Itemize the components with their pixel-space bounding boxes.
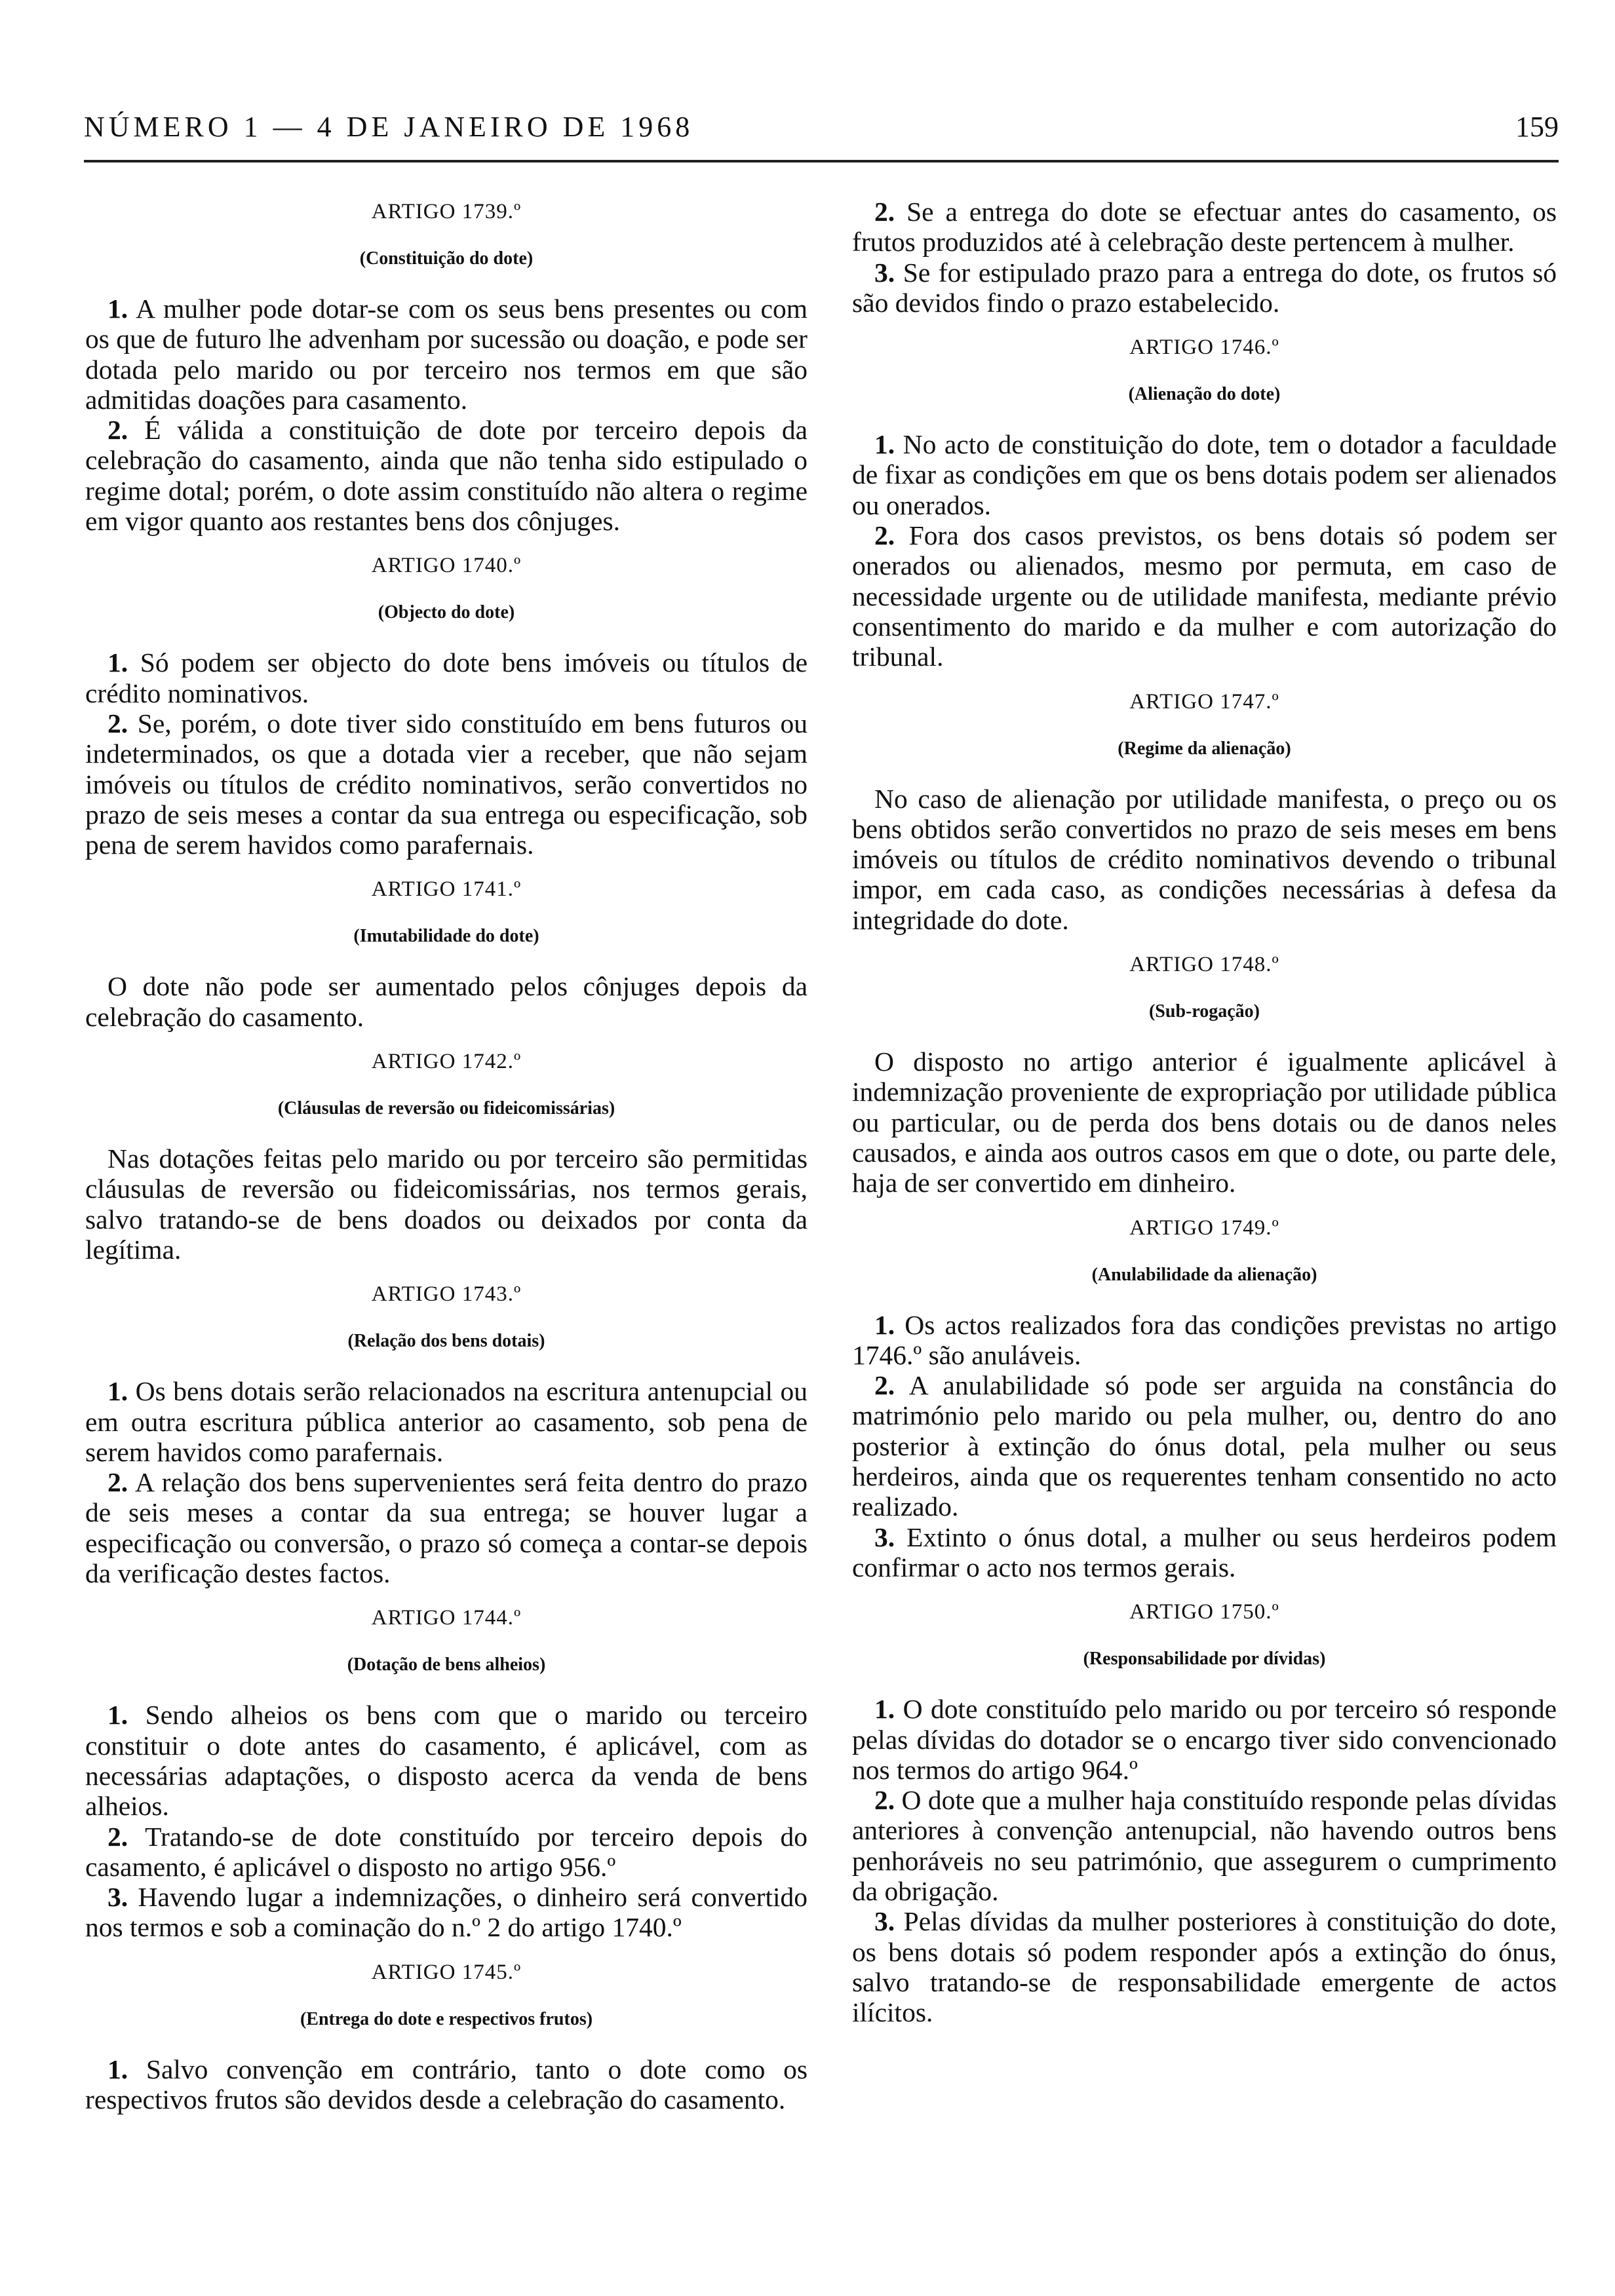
- article-heading: ARTIGO 1739.º: [371, 200, 522, 223]
- article-heading: ARTIGO 1741.º: [371, 877, 522, 902]
- paragraph-text: Os bens dotais serão relacionados na escritura antenupcial ou em outra escritura pública anterior ao casamento, sob pena de serem havidos como parafernais.: [85, 1376, 808, 1467]
- right-column: [852, 197, 1557, 2027]
- paragraph-text: Extinto o ónus dotal, a mulher ou seus herdeiros podem confirmar o acto nos termos gerais.: [852, 1521, 1557, 1582]
- article-subtitle: (Anulabilidade da alienação): [1091, 1264, 1317, 1285]
- paragraph-text: É válida a constituição de dote por terceiro depois da celebração do casamento, ainda que não tenha sido estipulado o regime dotal; porém, o dote assim constituído não altera o regime em vigor quanto aos restantes bens dos cônjuges.: [85, 415, 808, 537]
- article-heading: ARTIGO 1748.º: [1129, 953, 1279, 977]
- left-column: [85, 197, 808, 2114]
- paragraph-number: 2.: [107, 1821, 128, 1852]
- paragraph-text: A relação dos bens supervenientes será feita dentro do prazo de seis meses a contar da sua entrega; se houver lugar a especificação ou conversão, o prazo só começa a contar-se depois da verificação destes factos.: [85, 1467, 808, 1589]
- article-subtitle: (Relação dos bens dotais): [347, 1331, 545, 1352]
- paragraph-number: 1.: [107, 2054, 128, 2084]
- paragraph-number: 2.: [107, 1467, 128, 1498]
- paragraph-number: 2.: [874, 197, 895, 227]
- article-paragraph: [852, 1906, 1557, 2027]
- paragraph-number: 2.: [874, 1785, 895, 1816]
- article-subtitle: (Objecto do dote): [378, 602, 515, 623]
- article-paragraph: [852, 1522, 1557, 1583]
- article-paragraph: [852, 1370, 1557, 1521]
- paragraph-text: No caso de alienação por utilidade manifesta, o preço ou os bens obtidos serão convertidos no prazo de seis meses em bens imóveis ou títulos de crédito nominativos devendo o tribunal impor, em cada caso, as condições necessárias à defesa da integridade do dote.: [852, 783, 1557, 935]
- paragraph-text: Fora dos casos previstos, os bens dotais só podem ser onerados ou alienados, mesmo por permuta, em caso de necessidade urgente ou de utilidade manifesta, mediante prévio consentimento do marido e da mulher e com autorização do tribunal.: [852, 520, 1557, 672]
- paragraph-number: 1.: [107, 1376, 128, 1407]
- paragraph-text: A anulabilidade só pode ser arguida na constância do matrimónio pelo marido ou pela mulher, ou, dentro do ano posterior à extinção do ónus dotal, pela mulher ou seus herdeiros, ainda que os requerentes tenham consentido no acto realizado.: [852, 1370, 1557, 1522]
- paragraph-number: 2.: [874, 1370, 895, 1401]
- paragraph-number: 1.: [107, 1700, 128, 1731]
- paragraph-number: 1.: [874, 429, 895, 460]
- article-paragraph: [852, 197, 1557, 258]
- article-heading: ARTIGO 1742.º: [371, 1050, 522, 1074]
- paragraph-text: Havendo lugar a indemnizações, o dinheiro será convertido nos termos e sob a cominação do n.º 2 do artigo 1740.º: [85, 1882, 808, 1943]
- article-paragraph: [852, 1694, 1557, 1785]
- article-subtitle: (Dotação de bens alheios): [347, 1655, 546, 1675]
- article-paragraph: [852, 784, 1557, 935]
- paragraph-number: 2.: [107, 708, 128, 738]
- article-subtitle: (Regime da alienação): [1118, 738, 1291, 759]
- article-subtitle: (Alienação do dote): [1128, 384, 1281, 405]
- article-paragraph: [852, 258, 1557, 318]
- article-paragraph: [852, 520, 1557, 672]
- paragraph-text: Tratando-se de dote constituído por terceiro depois do casamento, é aplicável o disposto no artigo 956.º: [85, 1821, 808, 1882]
- article-paragraph: [85, 415, 808, 536]
- article-paragraph: [85, 708, 808, 860]
- article-paragraph: [85, 971, 808, 1032]
- paragraph-number: 3.: [874, 1521, 895, 1552]
- article-heading: ARTIGO 1749.º: [1129, 1215, 1279, 1240]
- paragraph-text: O dote não pode ser aumentado pelos cônjuges depois da celebração do casamento.: [85, 971, 808, 1032]
- paragraph-text: Só podem ser objecto do dote bens imóveis ou títulos de crédito nominativos.: [85, 647, 808, 708]
- article-subtitle: (Imutabilidade do dote): [353, 926, 539, 947]
- article-paragraph: [852, 429, 1557, 520]
- paragraph-number: 3.: [107, 1882, 128, 1913]
- paragraph-text: Nas dotações feitas pelo marido ou por terceiro são permitidas cláusulas de reversão ou fideicomissárias, nos termos gerais, salvo tratando-se de bens doados ou deixados por conta da legítima.: [85, 1143, 808, 1265]
- paragraph-text: O dote constituído pelo marido ou por terceiro só responde pelas dívidas do dotador se o encargo tiver sido convencionado nos termos do artigo 964.º: [852, 1694, 1557, 1785]
- article-paragraph: [85, 1700, 808, 1821]
- paragraph-text: Sendo alheios os bens com que o marido ou terceiro constituir o dote antes do casamento, é aplicável, com as necessárias adaptações, o disposto acerca da venda de bens alheios.: [85, 1700, 808, 1822]
- paragraph-number: 2.: [874, 520, 895, 551]
- paragraph-text: Se for estipulado prazo para a entrega do dote, os frutos só são devidos findo o prazo estabelecido.: [852, 257, 1557, 318]
- paragraph-number: 3.: [874, 257, 895, 288]
- page-header: [84, 110, 1559, 149]
- article-paragraph: [85, 1467, 808, 1588]
- article-paragraph: [852, 1046, 1557, 1198]
- article-paragraph: [85, 1882, 808, 1943]
- paragraph-number: 2.: [107, 415, 128, 446]
- article-subtitle: (Responsabilidade por dívidas): [1083, 1649, 1326, 1670]
- paragraph-number: 1.: [107, 647, 128, 678]
- article-paragraph: [85, 1143, 808, 1265]
- article-heading: ARTIGO 1750.º: [1129, 1600, 1279, 1624]
- article-heading: ARTIGO 1745.º: [371, 1960, 522, 1984]
- article-heading: ARTIGO 1743.º: [371, 1282, 522, 1307]
- article-heading: ARTIGO 1746.º: [1129, 335, 1279, 360]
- article-heading: ARTIGO 1747.º: [1129, 689, 1279, 714]
- article-subtitle: (Entrega do dote e respectivos frutos): [300, 2008, 593, 2029]
- paragraph-text: Salvo convenção em contrário, tanto o dote como os respectivos frutos são devidos desde a celebração do casamento.: [85, 2054, 808, 2114]
- article-paragraph: [85, 294, 808, 415]
- paragraph-text: No acto de constituição do dote, tem o dotador a faculdade de fixar as condições em que os bens dotais podem ser alienados ou onerados.: [852, 429, 1557, 520]
- header-rule: [84, 160, 1559, 163]
- article-subtitle: (Constituição do dote): [359, 248, 534, 269]
- article-heading: ARTIGO 1740.º: [371, 554, 522, 578]
- paragraph-number: 1.: [874, 1309, 895, 1340]
- paragraph-number: 1.: [107, 294, 128, 324]
- article-paragraph: [852, 1785, 1557, 1906]
- article-subtitle: (Sub-rogação): [1148, 1001, 1260, 1022]
- article-paragraph: [85, 2054, 808, 2115]
- paragraph-text: Os actos realizados fora das condições previstas no artigo 1746.º são anuláveis.: [852, 1309, 1557, 1370]
- paragraph-text: O disposto no artigo anterior é igualmente aplicável à indemnização proveniente de expropriação por utilidade pública ou particular, ou de perda dos bens dotais ou de danos neles causados, e ainda aos outros casos em que o dote, ou parte dele, haja de ser convertido em dinheiro.: [852, 1046, 1557, 1198]
- article-heading: ARTIGO 1744.º: [371, 1606, 522, 1630]
- paragraph-number: 1.: [874, 1694, 895, 1725]
- paragraph-text: O dote que a mulher haja constituído responde pelas dívidas anteriores à convenção antenupcial, não havendo outros bens penhoráveis no seu património, que assegurem o cumprimento da obrigação.: [852, 1785, 1557, 1906]
- paragraph-text: Pelas dívidas da mulher posteriores à constituição do dote, os bens dotais só podem responder após a extinção do ónus, salvo tratando-se de responsabilidade emergente de actos ilícitos.: [852, 1906, 1557, 2028]
- paragraph-number: 3.: [874, 1906, 895, 1937]
- header-title: NÚMERO 1 — 4 DE JANEIRO DE 1968: [84, 111, 694, 143]
- article-paragraph: [852, 1310, 1557, 1371]
- article-subtitle: (Cláusulas de reversão ou fideicomissárias): [277, 1098, 615, 1119]
- page-number: 159: [1515, 111, 1559, 143]
- article-paragraph: [85, 1376, 808, 1467]
- article-paragraph: [85, 1822, 808, 1883]
- article-paragraph: [85, 647, 808, 708]
- paragraph-text: A mulher pode dotar-se com os seus bens presentes ou com os que de futuro lhe advenham por sucessão ou doação, e pode ser dotada pelo marido ou por terceiro nos termos em que são admitidas doações para casamento.: [85, 294, 808, 415]
- paragraph-text: Se a entrega do dote se efectuar antes do casamento, os frutos produzidos até à celebração deste pertencem à mulher.: [852, 197, 1557, 258]
- paragraph-text: Se, porém, o dote tiver sido constituído em bens futuros ou indeterminados, os que a dotada vier a receber, que não sejam imóveis ou títulos de crédito nominativos, serão convertidos no prazo de seis meses a contar da sua entrega ou especificação, sob pena de serem havidos como parafernais.: [85, 708, 808, 860]
